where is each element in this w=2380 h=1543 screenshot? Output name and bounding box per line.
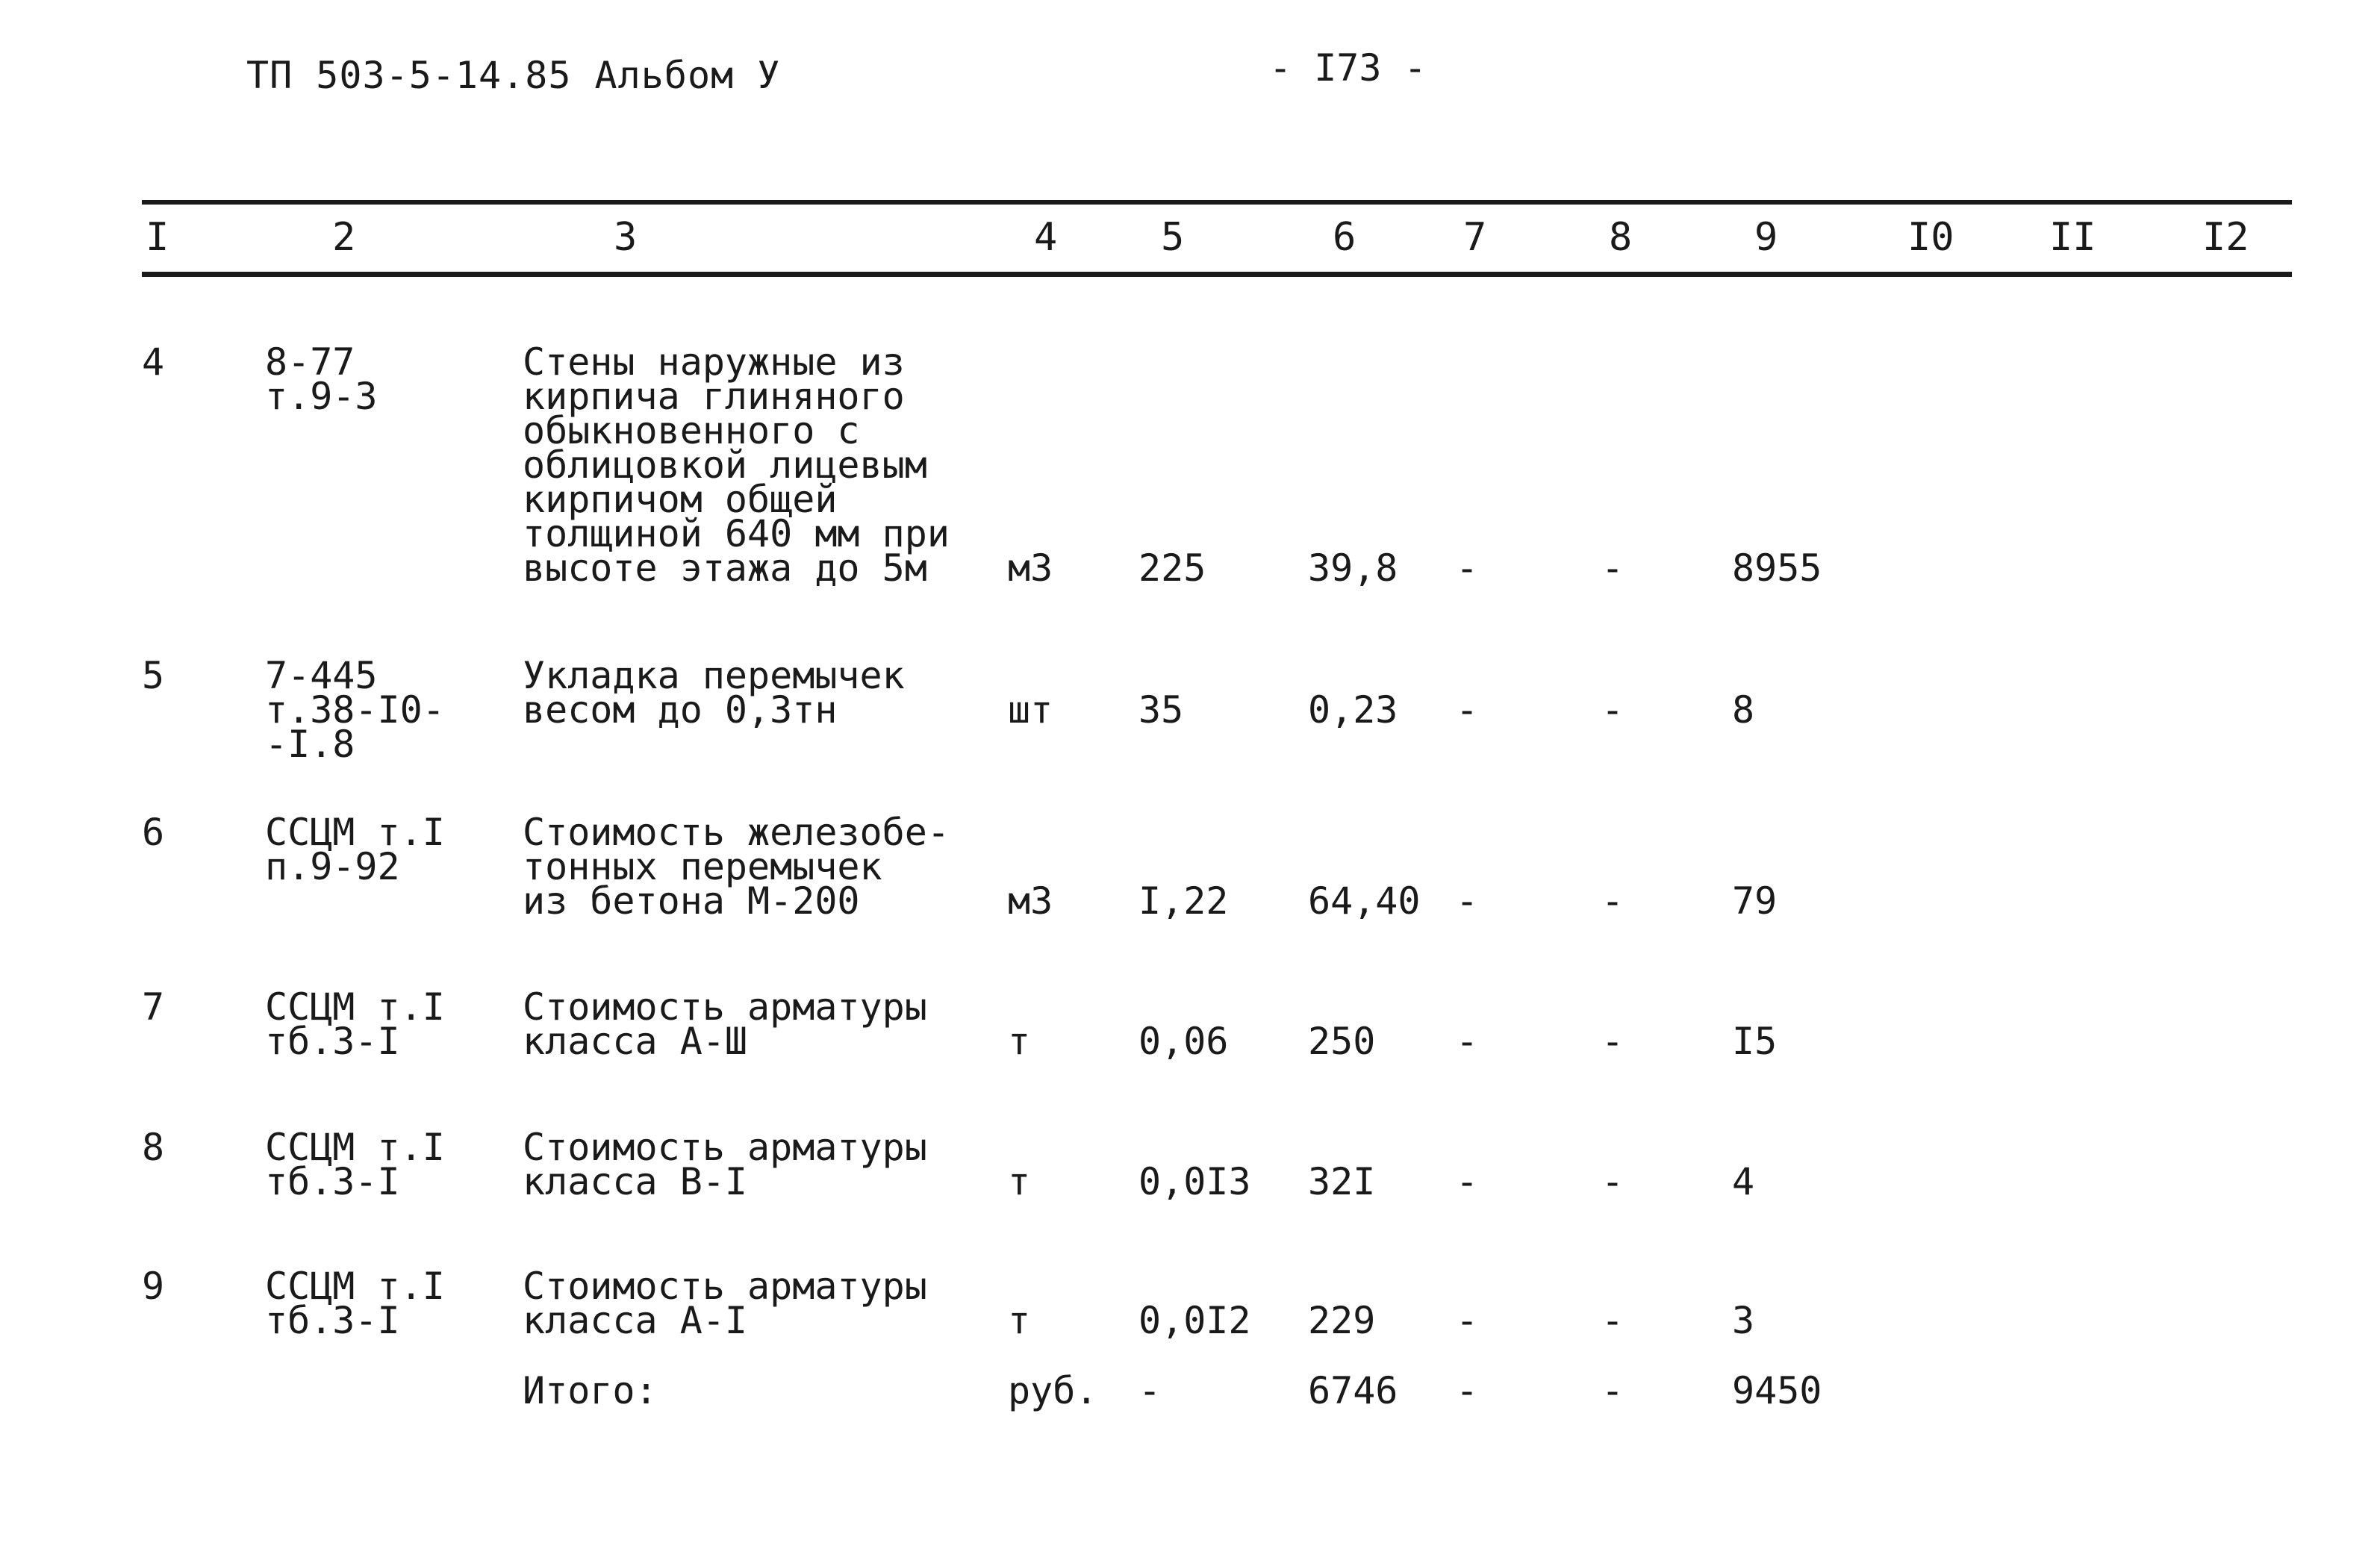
row-code: ССЦМ т.I тб.3-I xyxy=(265,985,445,1063)
column-header-5: 5 xyxy=(1161,215,1185,260)
row-unit-price: 229 xyxy=(1308,1299,1376,1342)
row-description: Стоимость железобе- тонных перемычек из бетона М-200 xyxy=(523,811,950,923)
row-unit-price: 64,40 xyxy=(1308,879,1421,923)
row-unit: т xyxy=(1008,1299,1031,1342)
column-header-8: 8 xyxy=(1609,215,1633,260)
row-quantity: 35 xyxy=(1138,688,1184,732)
row-col8: - xyxy=(1601,1299,1624,1342)
row-number: 7 xyxy=(142,985,165,1029)
row-description: Укладка перемычек весом до 0,3тн xyxy=(523,654,905,732)
row-number: 6 xyxy=(142,811,165,854)
column-header-4: 4 xyxy=(1034,215,1058,260)
row-code: 7-445 т.38-I0- -I.8 xyxy=(265,654,445,766)
row-unit: м3 xyxy=(1008,546,1053,590)
summary-total: 9450 xyxy=(1732,1369,1822,1412)
row-col7: - xyxy=(1456,1160,1479,1203)
row-total: I5 xyxy=(1732,1020,1778,1063)
summary-label: Итого: xyxy=(523,1369,658,1412)
row-quantity: I,22 xyxy=(1138,879,1229,923)
row-quantity: 0,0I3 xyxy=(1138,1160,1251,1203)
column-header-2: 2 xyxy=(332,215,356,260)
row-unit-price: 0,23 xyxy=(1308,688,1398,732)
summary-col7: - xyxy=(1456,1369,1479,1412)
row-unit-price: 39,8 xyxy=(1308,546,1398,590)
row-total: 8955 xyxy=(1732,546,1822,590)
row-description: Стоимость арматуры класса А-I xyxy=(523,1265,927,1342)
row-col8: - xyxy=(1601,546,1624,590)
row-unit: шт xyxy=(1008,688,1053,732)
column-header-3: 3 xyxy=(614,215,638,260)
row-code: ССЦМ т.I тб.3-I xyxy=(265,1265,445,1342)
column-header-9: 9 xyxy=(1754,215,1778,260)
header-rule-bottom xyxy=(142,272,2292,277)
summary-quantity: - xyxy=(1138,1369,1162,1412)
row-total: 3 xyxy=(1732,1299,1755,1342)
row-col8: - xyxy=(1601,879,1624,923)
row-quantity: 225 xyxy=(1138,546,1206,590)
row-description: Стоимость арматуры класса В-I xyxy=(523,1126,927,1203)
row-number: 9 xyxy=(142,1265,165,1308)
column-header-10: I0 xyxy=(1907,215,1954,260)
row-number: 4 xyxy=(142,340,165,384)
column-header-12: I2 xyxy=(2202,215,2249,260)
page-number: - I73 - xyxy=(1269,46,1427,90)
column-header-11: II xyxy=(2049,215,2096,260)
row-code: ССЦМ т.I п.9-92 xyxy=(265,811,445,888)
row-col7: - xyxy=(1456,1020,1479,1063)
row-col7: - xyxy=(1456,688,1479,732)
row-total: 79 xyxy=(1732,879,1778,923)
row-col8: - xyxy=(1601,688,1624,732)
document-code: ТП 503-5-14.85 Альбом У xyxy=(246,54,781,97)
row-number: 5 xyxy=(142,654,165,697)
row-unit: т xyxy=(1008,1160,1031,1203)
summary-unit: руб. xyxy=(1008,1369,1098,1412)
row-unit-price: 32I xyxy=(1308,1160,1376,1203)
row-total: 4 xyxy=(1732,1160,1755,1203)
row-col7: - xyxy=(1456,546,1479,590)
row-code: ССЦМ т.I тб.3-I xyxy=(265,1126,445,1203)
row-total: 8 xyxy=(1732,688,1755,732)
row-col7: - xyxy=(1456,879,1479,923)
header-rule-top xyxy=(142,200,2292,205)
row-number: 8 xyxy=(142,1126,165,1169)
row-col8: - xyxy=(1601,1020,1624,1063)
row-quantity: 0,0I2 xyxy=(1138,1299,1251,1342)
column-header-1: I xyxy=(146,215,169,260)
row-col7: - xyxy=(1456,1299,1479,1342)
column-header-6: 6 xyxy=(1333,215,1356,260)
row-code: 8-77 т.9-3 xyxy=(265,340,378,418)
summary-col8: - xyxy=(1601,1369,1624,1412)
row-col8: - xyxy=(1601,1160,1624,1203)
row-description: Стены наружные из кирпича глиняного обыкновенного с облицовкой лицевым кирпичом общей толщиной 640 мм при высоте этажа до 5м xyxy=(523,340,950,590)
summary-unit-price: 6746 xyxy=(1308,1369,1398,1412)
row-quantity: 0,06 xyxy=(1138,1020,1229,1063)
row-unit: т xyxy=(1008,1020,1031,1063)
row-unit-price: 250 xyxy=(1308,1020,1376,1063)
column-header-7: 7 xyxy=(1463,215,1487,260)
row-description: Стоимость арматуры класса А-Ш xyxy=(523,985,927,1063)
row-unit: м3 xyxy=(1008,879,1053,923)
